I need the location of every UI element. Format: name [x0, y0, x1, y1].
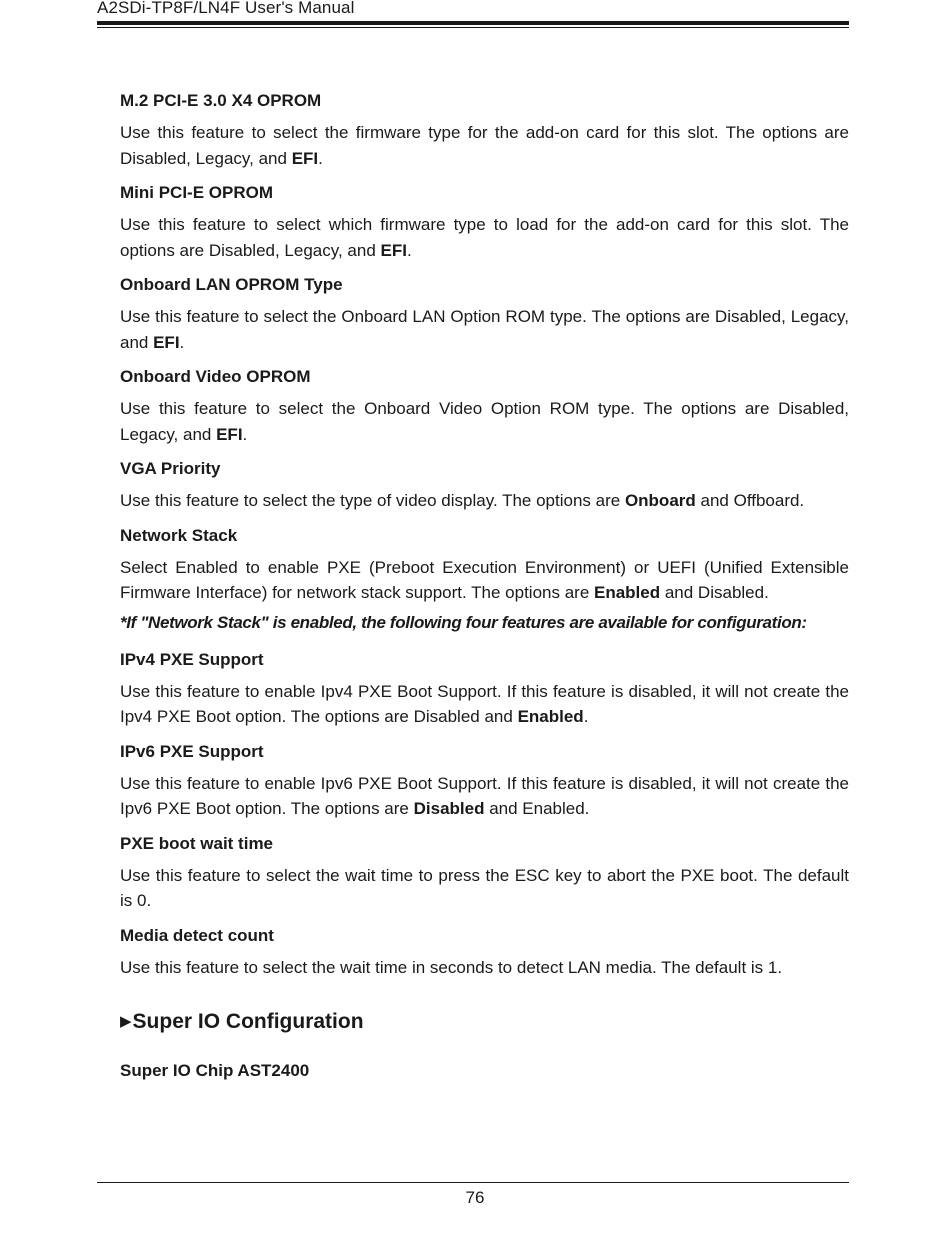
- item-description: Select Enabled to enable PXE (Preboot Execution Environment) or UEFI (Unified Extensible Firmware Interface) for network stack support. The options are Enabled and Disabled.: [120, 557, 849, 602]
- item-title: Onboard LAN OPROM Type: [120, 275, 343, 294]
- item-description: Use this feature to select the firmware type for the add-on card for this slot. The options are Disabled, Legacy, and EFI.: [120, 123, 849, 168]
- item-description: Use this feature to select the Onboard Video Option ROM type. The options are Disabled, Legacy, and EFI.: [120, 399, 849, 444]
- item-description: Use this feature to select the wait time to press the ESC key to abort the PXE boot. The default is 0.: [120, 865, 849, 910]
- item-title: Onboard Video OPROM: [120, 367, 311, 386]
- section-heading-super-io: [120, 1008, 849, 1036]
- header-rule-thick: [97, 21, 849, 25]
- bios-item-ipv6-pxe: [120, 741, 849, 822]
- bios-item-vga-priority: [120, 458, 849, 514]
- page-content: [120, 90, 849, 1082]
- bios-item-m2-oprom: [120, 90, 849, 171]
- item-description: Use this feature to enable Ipv6 PXE Boot Support. If this feature is disabled, it will not create the Ipv6 PXE Boot option. The options are Disabled and Enabled.: [120, 773, 849, 818]
- item-description: Use this feature to select the wait time in seconds to detect LAN media. The default is 1.: [120, 957, 783, 977]
- item-title: IPv6 PXE Support: [120, 741, 264, 761]
- item-title: Network Stack: [120, 525, 238, 545]
- super-io-chip-heading: Super IO Chip AST2400: [120, 1061, 310, 1080]
- bios-item-mini-pcie-oprom: [120, 182, 849, 263]
- footer-rule: [97, 1182, 849, 1183]
- item-description: Use this feature to select the Onboard LAN Option ROM type. The options are Disabled, Legacy, and EFI.: [120, 307, 849, 352]
- bios-item-onboard-lan-oprom: [120, 274, 849, 355]
- item-title: PXE boot wait time: [120, 833, 274, 853]
- network-stack-note: *If "Network Stack" is enabled, the following four features are available for configuration:: [120, 612, 807, 632]
- bios-item-ipv4-pxe: [120, 649, 849, 730]
- item-title: Mini PCI-E OPROM: [120, 183, 273, 202]
- item-description: Use this feature to select which firmware type to load for the add-on card for this slot. The options are Disabled, Legacy, and EFI.: [120, 215, 849, 260]
- triangle-right-icon: ▶: [120, 1013, 132, 1030]
- bios-item-onboard-video-oprom: [120, 366, 849, 447]
- running-header: A2SDi-TP8F/LN4F User's Manual: [97, 0, 355, 17]
- item-title: VGA Priority: [120, 459, 221, 478]
- bios-item-media-detect-count: [120, 925, 849, 981]
- bios-item-pxe-wait-time: [120, 833, 849, 914]
- item-title: M.2 PCI-E 3.0 X4 OPROM: [120, 91, 322, 110]
- item-description: Use this feature to select the type of video display. The options are Onboard and Offboard.: [120, 491, 805, 510]
- bios-item-network-stack: [120, 525, 849, 606]
- item-title: IPv4 PXE Support: [120, 649, 264, 669]
- item-description: Use this feature to enable Ipv4 PXE Boot Support. If this feature is disabled, it will not create the Ipv4 PXE Boot option. The options are Disabled and Enabled.: [120, 681, 849, 726]
- item-title: Media detect count: [120, 925, 274, 945]
- section-heading-text: Super IO Configuration: [132, 1010, 364, 1033]
- page-number: 76: [465, 1188, 485, 1207]
- header-rule-thin: [97, 27, 849, 28]
